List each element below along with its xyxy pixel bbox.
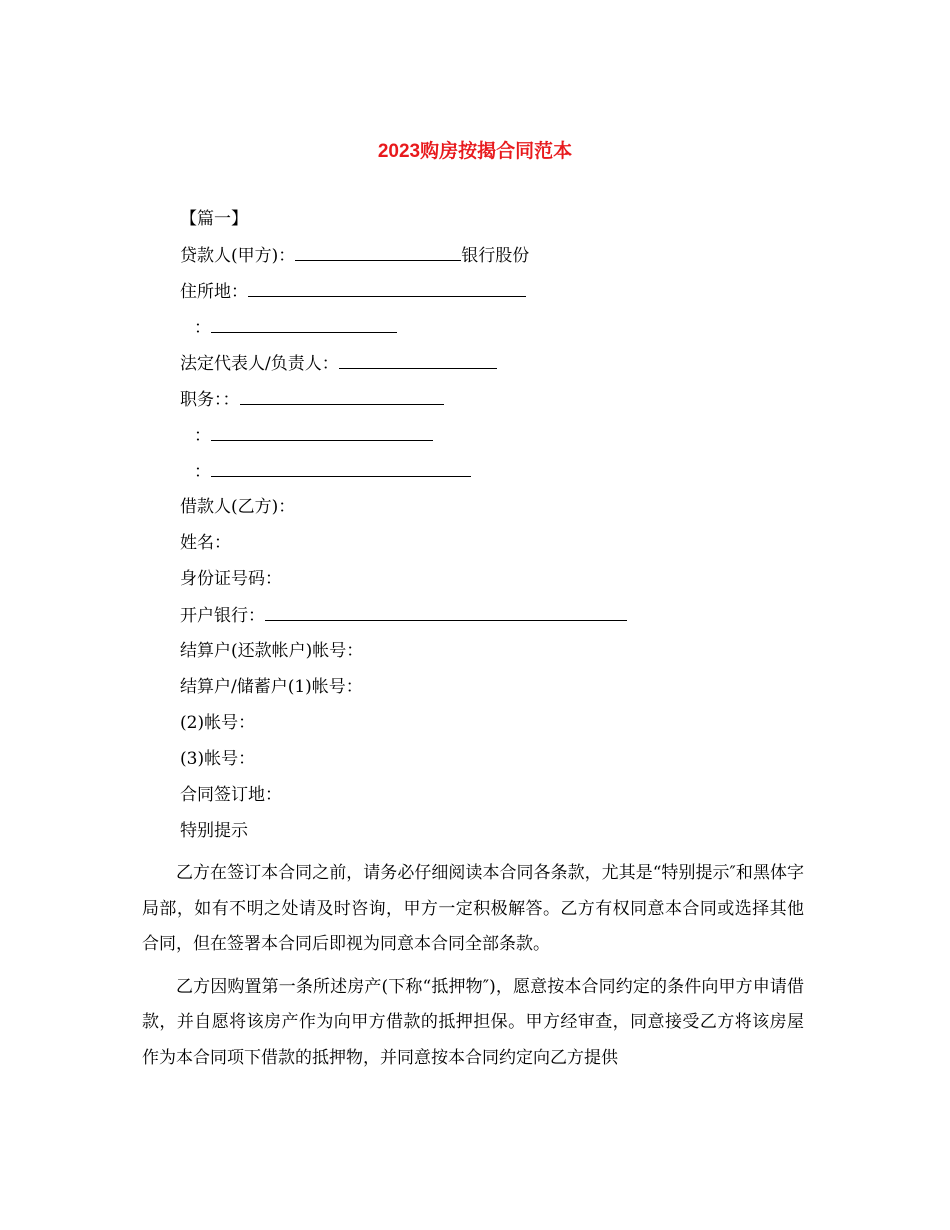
blank-row-3	[180, 456, 627, 492]
contract-fields	[180, 204, 627, 852]
blank-row-1	[180, 312, 627, 348]
blank-3	[211, 456, 471, 477]
bank-blank	[265, 600, 627, 621]
address-label: 住所地：	[180, 282, 248, 302]
special-notice-label: 特别提示	[180, 821, 248, 841]
legal-rep-blank	[339, 348, 497, 369]
legal-rep-label: 法定代表人/负责人：	[180, 354, 339, 374]
lender-label: 贷款人(甲方)：	[180, 246, 296, 266]
settlement-account-label: 结算户(还款帐户)帐号：	[180, 641, 364, 661]
signing-place-label: 合同签订地：	[180, 785, 282, 805]
lender-row	[180, 240, 627, 276]
name-label: 姓名：	[180, 533, 231, 553]
blank-row-2	[180, 420, 627, 456]
account-2-label: (2)帐号：	[180, 713, 256, 733]
position-label: 职务：：	[180, 390, 240, 410]
blank-1	[211, 312, 397, 333]
lender-blank	[295, 240, 461, 261]
colon-label-3: ：	[194, 462, 211, 482]
legal-rep-row	[180, 348, 627, 384]
address-row	[180, 276, 627, 312]
colon-label-1: ：	[194, 318, 211, 338]
bank-label: 开户银行：	[180, 606, 265, 626]
body-text	[142, 856, 804, 1083]
paragraph-1: 乙方在签订本合同之前，请务必仔细阅读本合同各条款，尤其是“特别提示″和黑体字局部，如有不明之处请及时咨询，甲方一定积极解答。乙方有权同意本合同或选择其他合同，但在签署本合同后即视为同意本合同全部条款。	[142, 863, 804, 954]
savings-account-label: 结算户/储蓄户(1)帐号：	[180, 677, 363, 697]
position-blank	[240, 384, 444, 405]
colon-label-2: ：	[194, 426, 211, 446]
page-title: 2023购房按揭合同范本	[377, 141, 573, 162]
lender-suffix: 银行股份	[461, 246, 530, 266]
address-blank	[248, 276, 526, 297]
paragraph-2: 乙方因购置第一条所述房产(下称“抵押物″)，愿意按本合同约定的条件向甲方申请借款，并自愿将该房产作为向甲方借款的抵押担保。甲方经审查，同意接受乙方将该房屋作为本合同项下借款的抵押物，并同意按本合同约定向乙方提供	[142, 976, 804, 1068]
bank-row	[180, 600, 627, 636]
section-label: 【篇一】	[180, 209, 248, 229]
account-3-label: (3)帐号：	[180, 749, 256, 769]
position-row	[180, 384, 627, 420]
borrower-label: 借款人(乙方)：	[180, 497, 296, 517]
id-label: 身份证号码：	[180, 569, 282, 589]
blank-2	[211, 420, 433, 441]
